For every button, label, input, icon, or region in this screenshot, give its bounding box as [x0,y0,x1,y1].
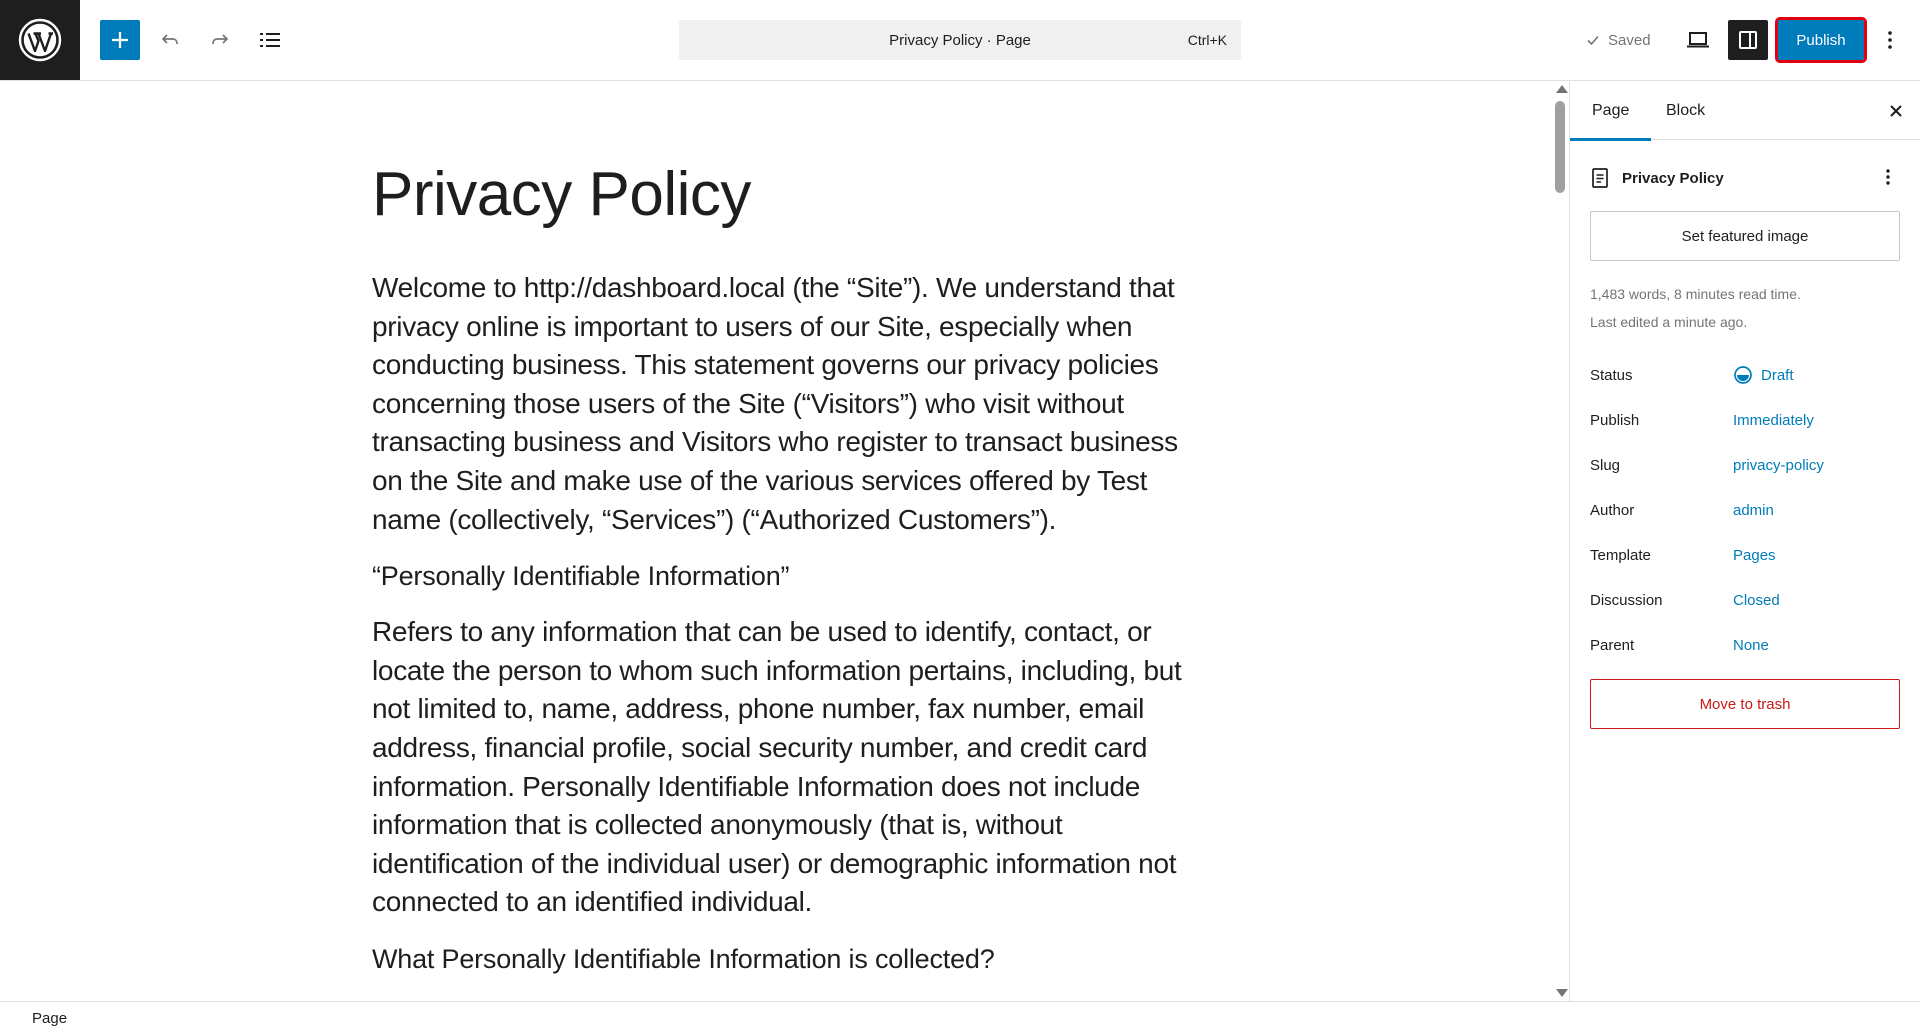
vertical-dots-icon [1885,167,1891,187]
parent-row [1590,633,1900,657]
document-meta [1590,280,1801,336]
document-title: Privacy Policy · Page [889,31,1031,49]
discussion-value[interactable]: Closed [1733,591,1780,609]
shortcut-hint: Ctrl+K [1187,32,1227,48]
editor-header [0,0,1920,81]
redo-icon [208,28,232,52]
slug-value[interactable]: privacy-policy [1733,456,1824,474]
saved-label: Saved [1608,31,1651,49]
scroll-down-arrow-icon[interactable] [1556,989,1568,997]
parent-value[interactable]: None [1733,636,1769,654]
slug-label: Slug [1590,456,1621,474]
word-count: 1,483 words, 8 minutes read time. [1590,286,1801,302]
command-palette-bar[interactable] [679,20,1241,60]
document-actions-button[interactable] [1876,165,1900,189]
sidebar-toggle-icon [1736,28,1760,52]
document-overview-icon [257,28,283,52]
page-icon [1590,167,1610,189]
template-row [1590,543,1900,567]
document-summary [1590,161,1900,195]
paragraph-block[interactable]: Refers to any information that can be used to identify, contact, or locate the person to whom such information pertains, including, but not limited to, name, address, phone number, fax number, email address, financial profile, social security number, and credit card information. Personally Identifiable Information does not include information that is collected anonymously (that is, without identification of the individual user) or demographic information not connected to an identified individual. [372,616,1182,918]
draft-status-icon [1733,365,1753,385]
close-sidebar-button[interactable] [1882,97,1910,125]
options-button[interactable] [1870,20,1910,60]
tab-block[interactable]: Block [1666,101,1706,119]
discussion-label: Discussion [1590,591,1663,609]
last-edited: Last edited a minute ago. [1590,314,1748,330]
template-label: Template [1590,546,1651,564]
slug-row [1590,453,1900,477]
settings-sidebar-toggle[interactable] [1728,20,1768,60]
move-to-trash-button[interactable]: Move to trash [1590,679,1900,729]
preview-button[interactable] [1678,20,1718,60]
wordpress-logo-icon[interactable] [0,0,80,80]
tab-page[interactable]: Page [1590,81,1631,140]
template-value[interactable]: Pages [1733,546,1776,564]
paragraph-block[interactable]: What Personally Identifiable Information is collected? [372,943,995,974]
parent-label: Parent [1590,636,1635,654]
check-icon [1584,31,1602,49]
sidebar-tabs [1570,81,1920,140]
publish-value[interactable]: Immediately [1733,411,1814,429]
editor-canvas [0,81,1553,1001]
saved-status [1584,31,1651,49]
scroll-up-arrow-icon[interactable] [1556,85,1568,93]
publish-label: Publish [1590,411,1640,429]
status-value[interactable] [1733,365,1794,385]
breadcrumb[interactable]: Page [32,1010,68,1027]
author-row [1590,498,1900,522]
laptop-icon [1685,29,1711,51]
discussion-row [1590,588,1900,612]
set-featured-image-button[interactable]: Set featured image [1590,211,1900,261]
publish-button[interactable]: Publish [1778,20,1864,60]
paragraph-block[interactable]: Welcome to http://dashboard.local (the “Site”). We understand that privacy online is important to users of our Site, especially when conducting business. This statement governs our privacy policies concerning those users of the Site (“Visitors”) who visit without transacting business and Visitors who register to transact business on the Site and make use of the various services offered by Test name (collectively, “Services”) (“Authorized Customers”). [372,272,1178,535]
status-row [1590,363,1900,387]
plus-icon [109,29,131,51]
status-value-text: Draft [1761,366,1794,384]
vertical-dots-icon [1887,29,1893,51]
editor-footer [0,1001,1920,1032]
redo-button[interactable] [200,20,240,60]
document-summary-title: Privacy Policy [1622,169,1724,187]
settings-sidebar [1569,81,1920,1001]
status-label: Status [1590,366,1633,384]
canvas-scrollbar[interactable] [1553,81,1567,1001]
paragraph-block[interactable]: “Personally Identifiable Information” [372,561,790,592]
post-content [372,159,1182,996]
author-label: Author [1590,501,1635,519]
add-block-button[interactable] [100,20,140,60]
author-value[interactable]: admin [1733,501,1774,519]
undo-button[interactable] [150,20,190,60]
close-icon [1888,103,1904,119]
scrollbar-thumb[interactable] [1555,101,1565,193]
post-title[interactable]: Privacy Policy [372,160,751,229]
document-overview-button[interactable] [250,20,290,60]
undo-icon [158,28,182,52]
publish-row [1590,408,1900,432]
